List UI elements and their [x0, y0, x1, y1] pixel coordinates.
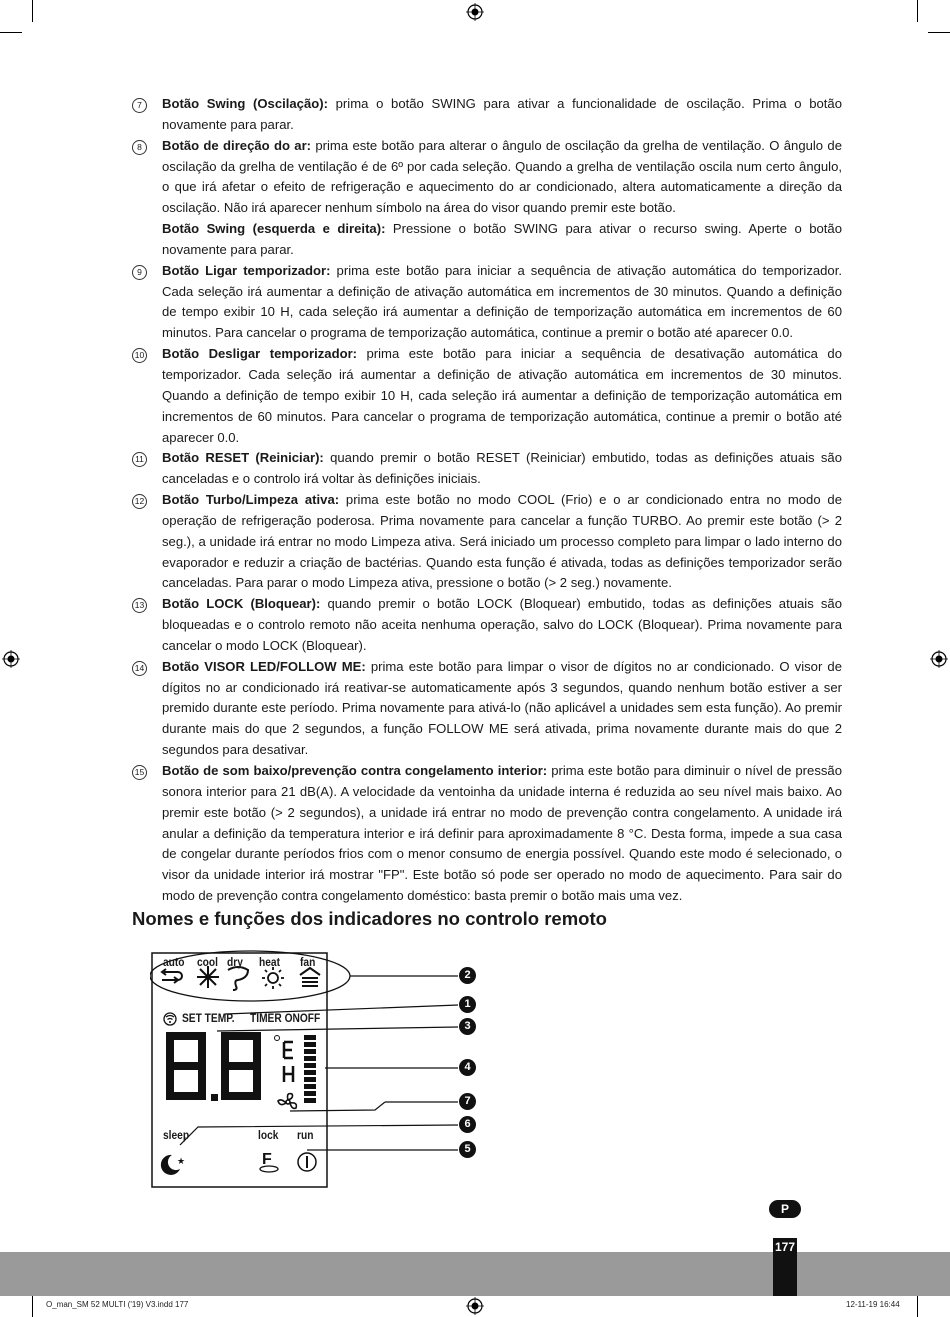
- mode-label-cool: cool: [197, 955, 218, 969]
- timer-label: TIMER ONOFF: [250, 1011, 321, 1025]
- list-item: [132, 761, 842, 907]
- item-label: Botão de som baixo/prevenção contra congelamento interior:: [162, 763, 548, 778]
- dry-mode-icon: [228, 967, 248, 990]
- svg-text:★: ★: [177, 1157, 186, 1167]
- item-number: 12: [132, 494, 147, 509]
- temperature-digits: [170, 1036, 257, 1096]
- e-indicator: [284, 1042, 293, 1058]
- callout-marker: 1: [459, 996, 476, 1013]
- item-number: 11: [132, 452, 147, 467]
- auto-mode-icon: [162, 969, 182, 983]
- fan-speed-icon: [278, 1094, 296, 1109]
- callout-marker: 5: [459, 1141, 476, 1158]
- item-label: Botão Swing (esquerda e direita):: [162, 221, 386, 237]
- item-label: Botão Swing (Oscilação):: [162, 96, 328, 111]
- lock-label: lock: [258, 1128, 279, 1142]
- item-number: 15: [132, 765, 147, 780]
- list-item: [132, 261, 842, 344]
- mode-label-dry: dry: [227, 955, 243, 969]
- item-text: quando premir o botão RESET (Reiniciar) embutido, todas as definições atuais são canceladas e o controlo irá voltar às definições iniciais.: [162, 450, 842, 487]
- list-item: [132, 657, 842, 761]
- list-item: [132, 490, 842, 594]
- item-text: prima este botão para iniciar a sequência de ativação automática do temporizador. Cada seleção irá aumentar a definição de ativação automática em incrementos de 30 minutos. Quando a definição de tempo exibir 10 H, cada seleção irá aumentar a definição de temporização automática em incrementos de 60 minutos. Para cancelar o programa de temporização automática, continue a premir o botão até aparecer 0.0.: [162, 262, 842, 341]
- list-item: [132, 344, 842, 448]
- print-slug: O_man_SM 52 MULTI ('19) V3.indd 177: [46, 1300, 189, 1309]
- item-text: Pressione o botão SWING para ativar o recurso swing. Aperte o botão novamente para parar.: [162, 221, 842, 257]
- item-text: prima este botão para alterar o ângulo de oscilação da grelha de ventilação. O ângulo de oscilação da grelha de ventilação é de 6º por cada seleção. Quando a grelha de ventilação oscila num certo ângulo, o que irá afetar o efeito de refrigeração e aquecimento do ar condicionado, altera automaticamente a direção da oscilação. Não irá aparecer nenhum símbolo na área do visor quando premir este botão.: [162, 137, 842, 216]
- print-date: 12-11-19 16:44: [846, 1300, 900, 1309]
- item-label: Botão VISOR LED/FOLLOW ME:: [162, 658, 366, 674]
- cool-mode-icon: [197, 966, 219, 988]
- registration-mark-icon: [466, 1297, 484, 1315]
- svg-text:F: F: [262, 1151, 272, 1168]
- display-diagram-graphic: [150, 950, 490, 1190]
- item-label: Botão Turbo/Limpeza ativa:: [162, 492, 340, 508]
- list-item: [132, 219, 842, 261]
- item-text: prima este botão no modo COOL (Frio) e o ar condicionado entra no modo de operação de refrigeração poderosa. Prima novamente para cancelar a função TURBO. Ao premir este botão (> 2 seg.), a unidade irá entrar no modo Limpeza ativa. Será iniciado um processo completo para limpar o lado interno do evaporador e reduzir a criação de bactérias. Quando esta função é ativada, todas as definições temporizador serão canceladas. Para parar o modo Limpeza ativa, pressione o botão (> 2 seg.) novamente.: [162, 492, 843, 591]
- callout-marker: 2: [459, 967, 476, 984]
- item-number: 9: [132, 265, 147, 280]
- item-text: prima este botão para iniciar a sequência de desativação automática do temporizador. Cada seleção irá aumentar a definição de ativação automática em incrementos de 30 minutos. Quando a definição de tempo exibir 10 H, cada seleção irá aumentar a definição de temporização automática em incrementos de 60 minutos. Para cancelar o programa de temporização automática, continue a premir o botão até aparecer 0.0.: [162, 346, 842, 445]
- list-item: [132, 594, 842, 657]
- item-label: Botão LOCK (Bloquear):: [162, 596, 321, 612]
- item-text: prima este botão para diminuir o nível de pressão sonora interior para 21 dB(A). A velocidade da ventoinha da unidade interna é reduzida ao seu nível mais baixo. Ao premir este botão (> 2 segundos), a unidade irá entrar no modo de prevenção contra congelamento. A unidade irá anular a definição da temperatura interior e irá definir para aproximadamente 8 °C. Desta forma, impede a sua casa de congelar durante períodos frios com o menor consumo de energia possível. Quando este modo é selecionado, o visor da unidade interior irá mostrar "FP". Este botão só pode ser operado no modo de aquecimento. Para sair do modo de prevenção contra congelamento doméstico: basta premir o botão mais uma vez.: [162, 763, 842, 904]
- item-label: Botão de direção do ar:: [162, 137, 312, 153]
- callout-marker: 6: [459, 1116, 476, 1133]
- item-number: 14: [132, 661, 147, 676]
- sleep-label: sleep: [163, 1128, 190, 1142]
- item-text: prima este botão para limpar o visor de dígitos no ar condicionado. O visor de dígitos no ar condicionado irá reativar-se automaticamente após 3 segundos, quando nenhum botão estiver a ser premido durante este período. Prima novamente para ativá-lo (não aplicável a unidades sem esta função). Ao premir durante mais do que 2 segundos, a função FOLLOW ME será ativada, prima novamente durante mais do que 2 segundos para desativar.: [162, 658, 842, 758]
- item-text: quando premir o botão LOCK (Bloquear) embutido, todas as definições atuais são bloqueadas e o controlo remoto não aceita nenhuma operação, salvo do LOCK (Bloquear). Prima novamente para cancelar o modo LOCK (Bloquear).: [162, 596, 843, 653]
- mode-label-heat: heat: [259, 955, 280, 969]
- list-item: [132, 448, 842, 490]
- page-number: 177: [774, 1240, 796, 1254]
- item-number: 13: [132, 598, 147, 613]
- item-label: Botão Ligar temporizador:: [162, 262, 331, 278]
- language-badge: P: [769, 1200, 801, 1218]
- fan-speed-bars: [304, 1035, 316, 1103]
- registration-mark-icon: [2, 650, 20, 668]
- registration-mark-icon: [930, 650, 948, 668]
- set-temp-label: SET TEMP.: [182, 1011, 235, 1025]
- callout-marker: 7: [459, 1093, 476, 1110]
- section-title: Nomes e funções dos indicadores no controlo remoto: [132, 908, 607, 929]
- h-indicator: [284, 1066, 293, 1082]
- run-icon: [298, 1153, 316, 1171]
- item-label: Botão RESET (Reiniciar):: [162, 450, 324, 466]
- item-number: 8: [132, 140, 147, 155]
- callout-marker: 3: [459, 1018, 476, 1035]
- fan-mode-icon: [300, 968, 320, 986]
- item-number: 7: [132, 98, 147, 113]
- item-number: 10: [132, 348, 147, 363]
- button-description-list: [132, 94, 842, 907]
- registration-mark-icon: [466, 3, 484, 21]
- list-item: [132, 94, 842, 136]
- heat-mode-icon: [262, 967, 284, 989]
- remote-display-diagram: [150, 950, 490, 1190]
- lock-icon: [260, 1151, 278, 1172]
- mode-label-fan: fan: [300, 955, 316, 969]
- item-text: prima o botão SWING para ativar a funcionalidade de oscilação. Prima o botão novamente para parar.: [162, 96, 842, 132]
- callout-marker: 4: [459, 1059, 476, 1076]
- degree-symbol: [275, 1036, 280, 1041]
- sleep-icon: [161, 1155, 185, 1175]
- list-item: [132, 136, 842, 219]
- signal-icon: [164, 1013, 176, 1025]
- item-label: Botão Desligar temporizador:: [162, 346, 358, 362]
- run-label: run: [297, 1128, 314, 1142]
- decimal-point: [211, 1094, 218, 1101]
- footer-band: [0, 1252, 950, 1296]
- mode-label-auto: auto: [163, 955, 185, 969]
